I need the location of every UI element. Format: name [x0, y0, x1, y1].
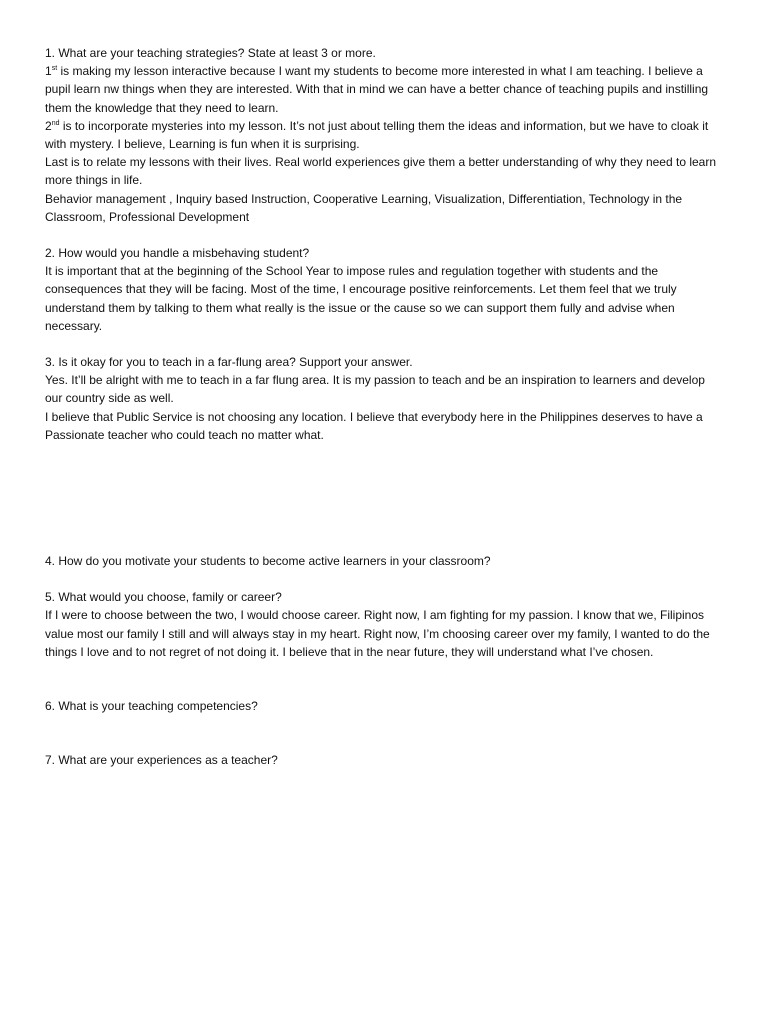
answer-1-strategy-2 — [45, 117, 725, 153]
answer-text: is to incorporate mysteries into my lesson. It’s not just about telling them the ideas and information, but we have to cloak it with mystery. I believe, Learning is fun when it is surprising. — [45, 118, 709, 152]
question-block-2 — [45, 244, 725, 335]
question-block-7 — [45, 751, 725, 769]
ordinal-suffix: nd — [51, 119, 60, 127]
question-block-4 — [45, 552, 725, 570]
question-block-3 — [45, 353, 725, 444]
question-6: 6. What is your teaching competencies? — [45, 699, 258, 714]
ordinal-suffix: st — [51, 65, 58, 73]
question-5: 5. What would you choose, family or career? — [45, 590, 282, 605]
question-7: 7. What are your experiences as a teacher? — [45, 753, 278, 768]
answer-text: is making my lesson interactive because I want my students to become more interested in what I am teaching. I believe a pupil learn nw things when they are interested. With that in mind we can have a better chance of teaching pupils and instilling them the knowledge that they need to learn. — [45, 64, 709, 115]
answer-1-strategy-list: Behavior management , Inquiry based Instruction, Cooperative Learning, Visualization, Differentiation, Technology in the Classroom, Professional Development — [45, 191, 683, 224]
question-3: 3. Is it okay for you to teach in a far-flung area? Support your answer. — [45, 355, 413, 370]
question-block-1 — [45, 44, 725, 226]
ordinal-number: 1 — [45, 64, 52, 79]
answer-5: If I were to choose between the two, I would choose career. Right now, I am fighting for my passion. I know that we, Filipinos value most our family I still and will always stay in my heart. Right now, I’m choosing career over my family, I wanted to do the things I love and to not regret of not doing it. I believe that in the near future, they will understand what I’ve chosen. — [45, 608, 710, 659]
question-block-5 — [45, 588, 725, 661]
answer-3-part-2: I believe that Public Service is not choosing any location. I believe that everybody here in the Philippines deserves to have a Passionate teacher who could teach no matter what. — [45, 409, 703, 442]
answer-2: It is important that at the beginning of the School Year to impose rules and regulation together with students and the consequences that they will be facing. Most of the time, I encourage positive reinforcements. Let them feel that we truly understand them by talking to them what really is the issue or the cause so we can support them fully and advise when necessary. — [45, 264, 677, 333]
answer-1-strategy-3: Last is to relate my lessons with their lives. Real world experiences give them a better understanding of why they need to learn more things in life. — [45, 155, 717, 188]
question-4: 4. How do you motivate your students to become active learners in your classroom? — [45, 554, 491, 569]
question-1: 1. What are your teaching strategies? State at least 3 or more. — [45, 46, 376, 60]
ordinal-number: 2 — [45, 118, 52, 133]
answer-3-part-1: Yes. It’ll be alright with me to teach in a far flung area. It is my passion to teach and be an inspiration to learners and develop our country side as well. — [45, 373, 705, 406]
question-block-6 — [45, 697, 725, 715]
document-page — [45, 44, 725, 769]
question-2: 2. How would you handle a misbehaving student? — [45, 246, 310, 261]
answer-1-strategy-1 — [45, 62, 725, 117]
